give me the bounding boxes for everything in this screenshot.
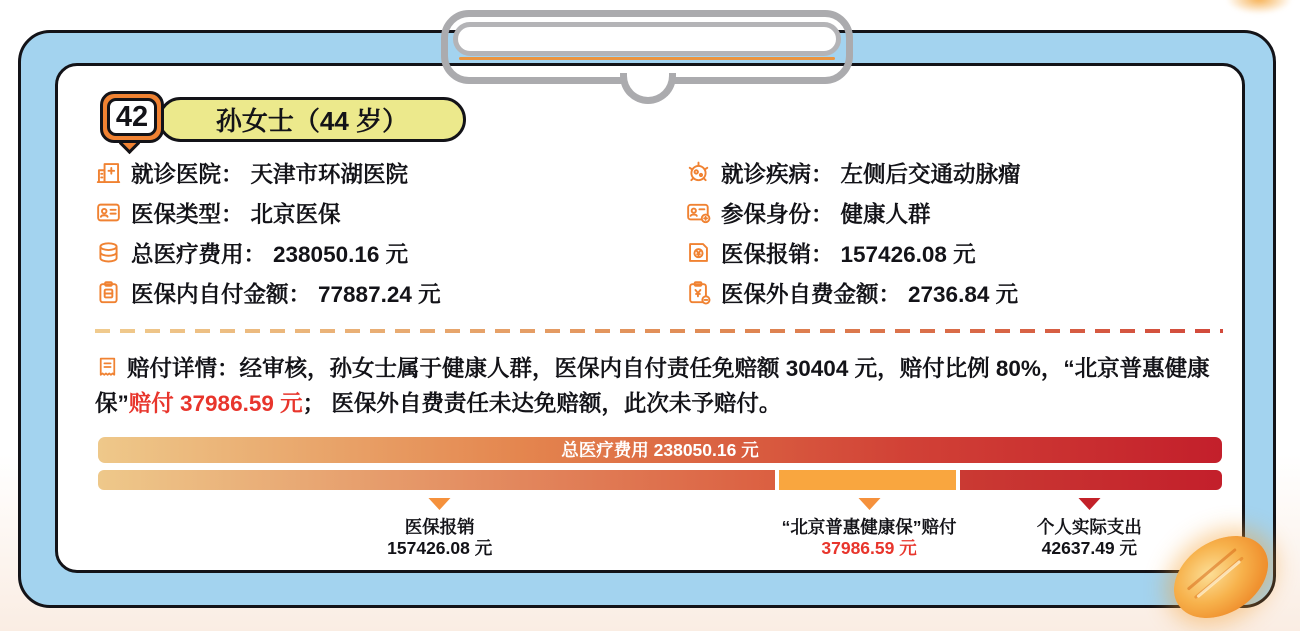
field-label: 就诊医院： xyxy=(131,161,244,187)
field-hospital xyxy=(95,157,685,188)
field-label: 参保身份： xyxy=(721,201,834,227)
segment-reimbursement xyxy=(98,470,775,490)
insured-identity-icon xyxy=(685,199,712,226)
marker-personal-spend xyxy=(1037,498,1142,559)
marker-amount: 42637.49 元 xyxy=(1041,538,1138,558)
field-label: 就诊疾病： xyxy=(721,161,834,187)
reimbursement-icon xyxy=(685,239,712,266)
info-grid xyxy=(95,157,1210,308)
cost-chart xyxy=(98,437,1222,576)
marker-amount: 37986.59 元 xyxy=(821,538,917,558)
field-reimbursement xyxy=(685,237,1210,268)
marker-reimbursement xyxy=(387,498,492,559)
marker-huimin-payout xyxy=(782,498,957,559)
patient-title: 孙女士（44 岁） xyxy=(158,97,466,142)
claim-amount-highlight: 赔付 37986.59 元 xyxy=(128,391,303,416)
field-value: 北京医保 xyxy=(250,201,341,227)
total-cost-icon xyxy=(95,239,122,266)
clipboard-clip-accent-line xyxy=(459,57,835,60)
claim-detail-label: 赔付详情： xyxy=(127,356,240,381)
field-label: 总医疗费用： xyxy=(131,241,267,267)
dashed-divider xyxy=(95,329,1223,333)
marker-label: 个人实际支出 xyxy=(1036,517,1142,537)
field-label: 医保内自付金额： xyxy=(131,281,312,307)
field-label: 医保类型： xyxy=(131,201,244,227)
disease-icon xyxy=(685,159,712,186)
field-disease xyxy=(685,157,1210,188)
field-insurance-type xyxy=(95,197,685,228)
triangle-down-icon xyxy=(429,498,451,510)
self-pay-within-icon xyxy=(95,279,122,306)
coin-glow-top-icon xyxy=(1226,0,1292,14)
field-insured-identity xyxy=(685,197,1210,228)
claim-detail xyxy=(95,351,1223,421)
field-value: 2736.84 元 xyxy=(908,281,1019,307)
cost-breakdown-bar xyxy=(98,470,1222,490)
total-cost-bar xyxy=(98,437,1222,463)
segment-huimin-payout xyxy=(779,470,955,490)
field-value: 健康人群 xyxy=(840,201,931,227)
insurance-type-icon xyxy=(95,199,122,226)
field-label: 医保报销： xyxy=(721,241,834,267)
bar-markers xyxy=(98,498,1222,576)
case-number-badge xyxy=(100,91,164,143)
total-cost-bar-label: 总医疗费用 238050.16 元 xyxy=(561,440,759,460)
triangle-down-icon xyxy=(1078,498,1100,510)
hospital-icon xyxy=(95,159,122,186)
field-self-pay-within xyxy=(95,277,685,308)
field-label: 医保外自费金额： xyxy=(721,281,902,307)
field-value: 左侧后交通动脉瘤 xyxy=(840,161,1021,187)
marker-amount: 157426.08 元 xyxy=(387,538,493,558)
claim-detail-document-icon xyxy=(95,351,120,386)
triangle-down-icon xyxy=(858,498,880,510)
self-pay-outside-icon xyxy=(685,279,712,306)
marker-label: 医保报销 xyxy=(404,517,475,537)
claim-detail-text: 经审核，孙女士属于健康人群，医保内自付责任免赔额 30404 元，赔付比例 80%，“北京普惠健康保” xyxy=(95,356,1210,416)
segment-personal-spend xyxy=(960,470,1222,490)
field-value: 238050.16 元 xyxy=(273,241,409,267)
field-value: 77887.24 元 xyxy=(318,281,441,307)
field-value: 157426.08 元 xyxy=(840,241,976,267)
clipboard-clip-inner xyxy=(453,22,841,56)
field-self-pay-outside xyxy=(685,277,1210,308)
claim-detail-text-after: ； 医保外自费责任未达免赔额，此次未予赔付。 xyxy=(302,391,782,416)
field-value: 天津市环湖医院 xyxy=(250,161,409,187)
case-number: 42 xyxy=(107,98,157,136)
field-total-cost xyxy=(95,237,685,268)
marker-label: “北京普惠健康保”赔付 xyxy=(781,517,957,537)
